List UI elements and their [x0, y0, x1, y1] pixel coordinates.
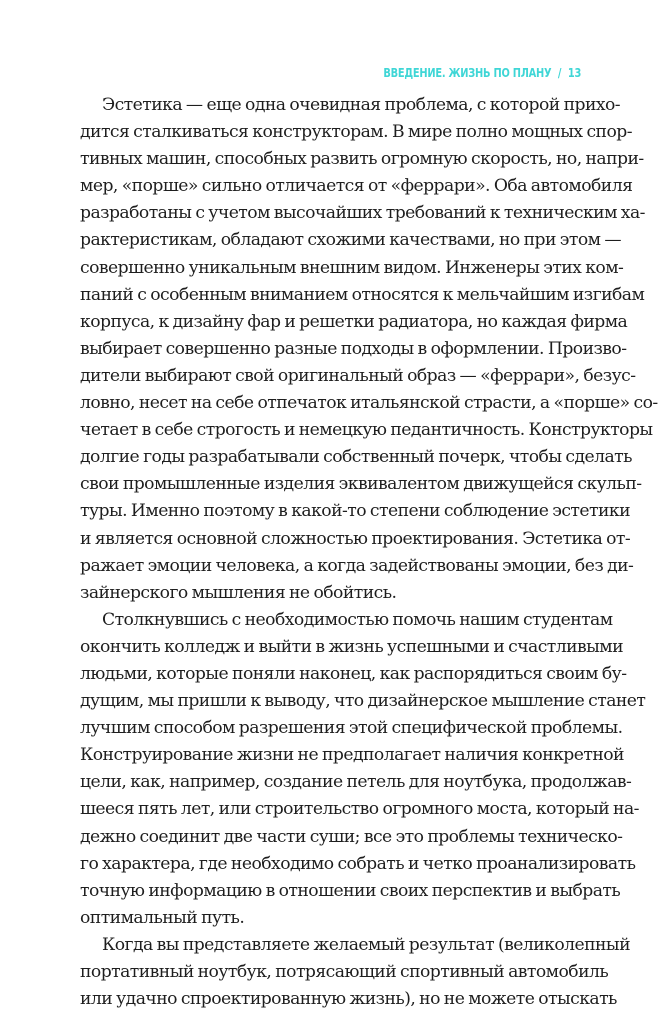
text-line: Столкнувшись с необходимостью помочь нашим студентам	[102, 609, 613, 630]
text-line: мер, «порше» сильно отличается от «феррари». Оба автомобиля	[80, 176, 633, 197]
text-line: дущим, мы пришли к выводу, что дизайнерское мышление станет	[80, 691, 646, 712]
text-line: долгие годы разрабатывали собственный почерк, чтобы сделать	[80, 447, 632, 468]
text-line: ловно, несет на себе отпечаток итальянской страсти, а «порше» со-	[80, 393, 658, 414]
text-line: или удачно спроектированную жизнь), но не можете отыскать	[80, 989, 617, 1010]
running-head-separator: /	[557, 66, 562, 80]
page-number: 13	[567, 66, 581, 80]
paragraph-1	[80, 92, 658, 607]
text-line: Конструирование жизни не предполагает наличия конкретной	[80, 745, 624, 766]
running-head-section: ВВЕДЕНИЕ. ЖИЗНЬ ПО ПЛАНУ	[383, 66, 552, 80]
text-line: корпуса, к дизайну фар и решетки радиатора, но каждая фирма	[80, 311, 628, 332]
text-line: ражает эмоции человека, а когда задействованы эмоции, без ди-	[80, 555, 634, 576]
text-line: четает в себе строгость и немецкую педантичность. Конструкторы	[80, 420, 653, 441]
text-line: туры. Именно поэтому в какой-то степени соблюдение эстетики	[80, 501, 630, 522]
text-line: и является основной сложностью проектирования. Эстетика от-	[80, 528, 631, 549]
running-head	[383, 66, 581, 80]
text-line: лучшим способом разрешения этой специфической проблемы.	[80, 718, 623, 739]
text-line: выбирает совершенно разные подходы в оформлении. Произво-	[80, 338, 627, 359]
text-line: свои промышленные изделия эквивалентом движущейся скульп-	[80, 474, 642, 495]
text-line: шееся пять лет, или строительство огромного моста, который на-	[80, 799, 639, 820]
text-line: дежно соединит две части суши; все это проблемы техническо-	[80, 826, 623, 847]
text-line: го характера, где необходимо собрать и четко проанализировать	[80, 853, 636, 874]
paragraph-2	[80, 607, 646, 932]
text-line: людьми, которые поняли наконец, как распорядиться своим бу-	[80, 663, 627, 684]
text-line: тивных машин, способных развить огромную скорость, но, напри-	[80, 149, 644, 170]
text-line: окончить колледж и выйти в жизнь успешными и счастливыми	[80, 636, 624, 657]
text-line: дится сталкиваться конструкторам. В мире полно мощных спор-	[80, 122, 632, 143]
text-line: рактеристикам, обладают схожими качествами, но при этом —	[80, 230, 621, 251]
text-line: оптимальный путь.	[80, 907, 245, 928]
text-line: разработаны с учетом высочайших требований к техническим ха-	[80, 203, 645, 224]
text-line: совершенно уникальным внешним видом. Инженеры этих ком-	[80, 257, 624, 278]
text-line: Когда вы представляете желаемый результат (великолепный	[102, 934, 630, 955]
page-body	[80, 92, 658, 1013]
text-line: Эстетика — еще одна очевидная проблема, с которой прихо-	[102, 95, 621, 115]
text-line: портативный ноутбук, потрясающий спортивный автомобиль	[80, 962, 609, 982]
text-line: дители выбирают свой оригинальный образ — «феррари», безус-	[80, 365, 636, 386]
text-line: паний с особенным вниманием относятся к мельчайшим изгибам	[80, 284, 645, 305]
text-line: цели, как, например, создание петель для ноутбука, продолжав-	[80, 772, 632, 793]
text-line: зайнерского мышления не обойтись.	[80, 582, 397, 603]
paragraph-3	[80, 932, 630, 1013]
text-line: точную информацию в отношении своих перспектив и выбрать	[80, 880, 621, 901]
